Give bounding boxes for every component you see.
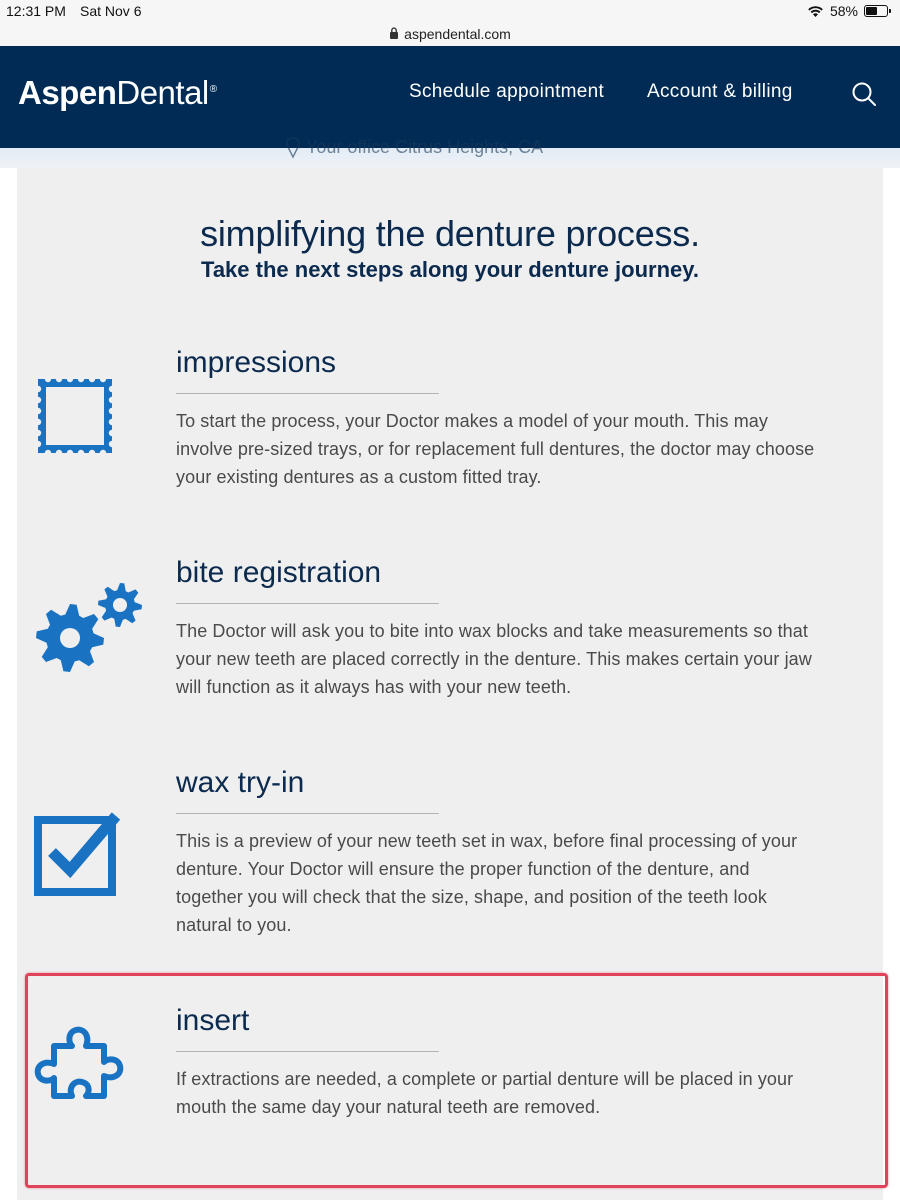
wifi-icon (807, 5, 824, 18)
office-strip (0, 136, 900, 168)
step-title: impressions (176, 346, 337, 379)
desc-line: involve pre-sized trays, or for replacement full dentures, the doctor may choose (176, 439, 815, 459)
denture-process-section (17, 168, 883, 1200)
checkbox-icon (32, 808, 122, 898)
step-description (176, 617, 876, 701)
logo-dental: Dental (116, 74, 209, 111)
puzzle-piece-icon (32, 1016, 132, 1108)
desc-line: This is a preview of your new teeth set in wax, before final processing of your (176, 831, 798, 851)
logo-trademark: ® (209, 84, 217, 95)
logo-aspen: Aspen (18, 74, 117, 111)
search-icon[interactable] (850, 80, 878, 108)
step-title: wax try-in (176, 766, 305, 799)
desc-line: your existing dentures as a custom fitted tray. (176, 467, 542, 487)
step-divider (176, 813, 439, 814)
nav-schedule-appointment[interactable]: Schedule appointment (409, 81, 605, 102)
step-divider (176, 1051, 439, 1052)
aspen-dental-logo[interactable] (18, 74, 217, 112)
lock-icon (389, 27, 399, 42)
section-heading: simplifying the denture process. (200, 213, 700, 254)
desc-line: If extractions are needed, a complete or partial denture will be placed in your (176, 1069, 794, 1089)
desc-line: denture. Your Doctor will ensure the proper function of the denture, and (176, 859, 750, 879)
step-divider (176, 393, 439, 394)
battery-percent: 58% (829, 3, 858, 19)
status-indicators (807, 3, 888, 19)
desc-line: your new teeth are placed correctly in the denture. This makes certain your jaw (176, 649, 812, 669)
step-divider (176, 603, 439, 604)
address-bar[interactable] (0, 22, 900, 46)
site-header (0, 46, 900, 148)
desc-line: To start the process, your Doctor makes a model of your mouth. This may (176, 411, 769, 431)
impression-tray-icon (32, 373, 118, 459)
location-pin-icon (286, 136, 300, 158)
step-description (176, 407, 876, 491)
section-subheading: Take the next steps along your denture journey. (201, 257, 699, 282)
desc-line: will function as it always has with your new teeth. (176, 677, 572, 697)
battery-icon (864, 5, 888, 17)
office-selector[interactable] (286, 136, 543, 158)
step-description (176, 827, 876, 939)
nav-account-billing[interactable]: Account & billing (647, 81, 793, 102)
status-date: Sat Nov 6 (80, 3, 142, 19)
step-description (176, 1065, 876, 1121)
step-title: insert (176, 1004, 250, 1037)
office-text: Your office Citrus Heights, CA (306, 136, 544, 157)
desc-line: together you will check that the size, shape, and position of the teeth look (176, 887, 767, 907)
desc-line: The Doctor will ask you to bite into wax blocks and take measurements so that (176, 621, 808, 641)
desc-line: mouth the same day your natural teeth are removed. (176, 1097, 601, 1117)
battery-level (866, 7, 877, 15)
step-title: bite registration (176, 556, 382, 589)
desc-line: natural to you. (176, 915, 292, 935)
status-bar (0, 0, 900, 22)
status-time: 12:31 PM (6, 3, 66, 19)
url-text: aspendental.com (404, 26, 511, 42)
gears-icon (32, 583, 148, 673)
